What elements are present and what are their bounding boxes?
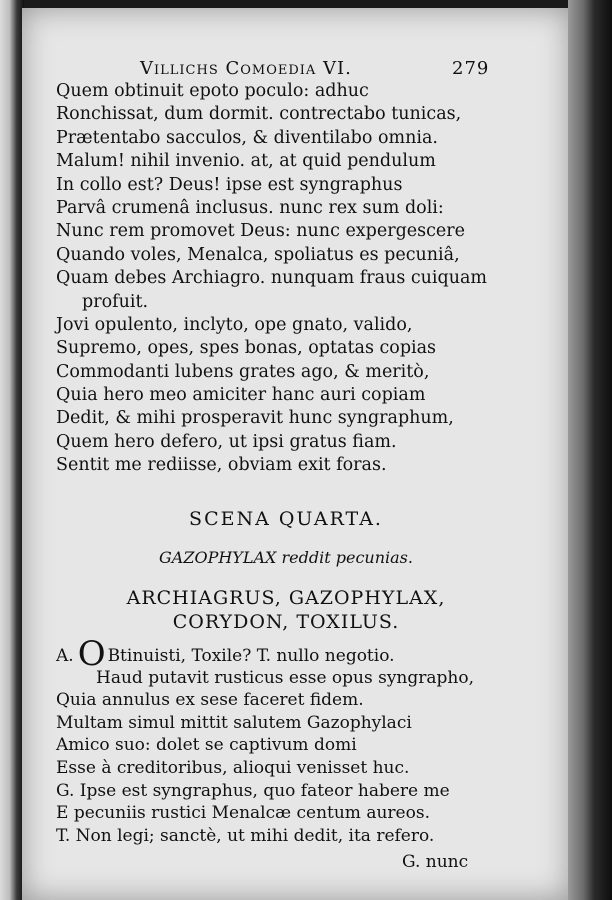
dramatis-personae [56, 586, 516, 634]
verse-line: Sentit me rediisse, obviam exit foras. [56, 455, 387, 476]
dialogue-block [56, 634, 496, 847]
dialogue-line: Haud putavit rusticus esse opus syngrapho, [96, 667, 474, 688]
verse-line: profuit. [82, 291, 149, 312]
running-title: Villichs Comoedia VI. [140, 58, 352, 79]
page-number: 279 [452, 58, 490, 79]
verse-line: Prætentabo sacculos, & diventilabo omnia. [56, 127, 438, 148]
book-edge-right [568, 0, 612, 900]
verse-line: Quando voles, Menalca, spoliatus es pecuniâ, [56, 244, 460, 265]
verse-line: Nunc rem promovet Deus: nunc expergescere [56, 221, 466, 242]
dialogue-line-text: Btinuisti, Toxile? T. nullo negotio. [107, 646, 395, 666]
verse-line: Quam debes Archiagro. nunquam fraus cuiquam [56, 268, 488, 289]
drop-cap: O [77, 634, 106, 674]
dialogue-line: T. Non legi; sanctè, ut mihi dedit, ita refero. [56, 825, 435, 846]
speaker-label: A. [56, 646, 74, 666]
verse-line: In collo est? Deus! ipse est syngraphus [56, 174, 403, 195]
dialogue-line: E pecuniis rustici Menalcæ centum aureos. [56, 803, 430, 824]
running-header [140, 58, 540, 79]
verse-line: Dedit, & mihi prosperavit hunc syngraphum, [56, 408, 454, 429]
dialogue-line: Multam simul mittit salutem Gazophylaci [56, 712, 412, 733]
persons-line: CORYDON, TOXILUS. [172, 611, 400, 633]
verse-line: Supremo, opes, spes bonas, optatas copias [56, 338, 437, 359]
catchword: G. nunc [402, 852, 469, 872]
persons-line: ARCHIAGRUS, GAZOPHYLAX, [126, 587, 446, 609]
verse-line: Commodanti lubens grates ago, & meritò, [56, 361, 430, 382]
dialogue-line: Quia annulus ex sese faceret fidem. [56, 690, 364, 711]
verse-line: Quem obtinuit epoto poculo: adhuc [56, 81, 369, 101]
verse-line: Quia hero meo amiciter hanc auri copiam [56, 385, 426, 406]
book-gutter-left [0, 0, 24, 900]
verse-line: Parvâ crumenâ inclusus. nunc rex sum doli: [56, 197, 444, 218]
verse-line: Quem hero defero, ut ipsi gratus fiam. [56, 431, 397, 452]
verse-line: Jovi opulento, inclyto, ope gnato, valido, [56, 314, 413, 335]
dialogue-first-line [56, 634, 496, 674]
dialogue-line: G. Ipse est syngraphus, quo fateor habere me [56, 780, 450, 801]
scene-title: SCENA QUARTA. [189, 508, 383, 530]
verse-line: Malum! nihil invenio. at, at quid pendulum [56, 151, 436, 172]
verse-block [56, 80, 496, 478]
verse-line: Ronchissat, dum dormit. contrectabo tunicas, [56, 104, 462, 125]
scene-subtitle: GAZOPHYLAX reddit pecunias. [159, 548, 413, 567]
dialogue-line: Esse à creditoribus, alioqui venisset huc. [56, 757, 410, 778]
dialogue-line: Amico suo: dolet se captivum domi [56, 735, 357, 756]
